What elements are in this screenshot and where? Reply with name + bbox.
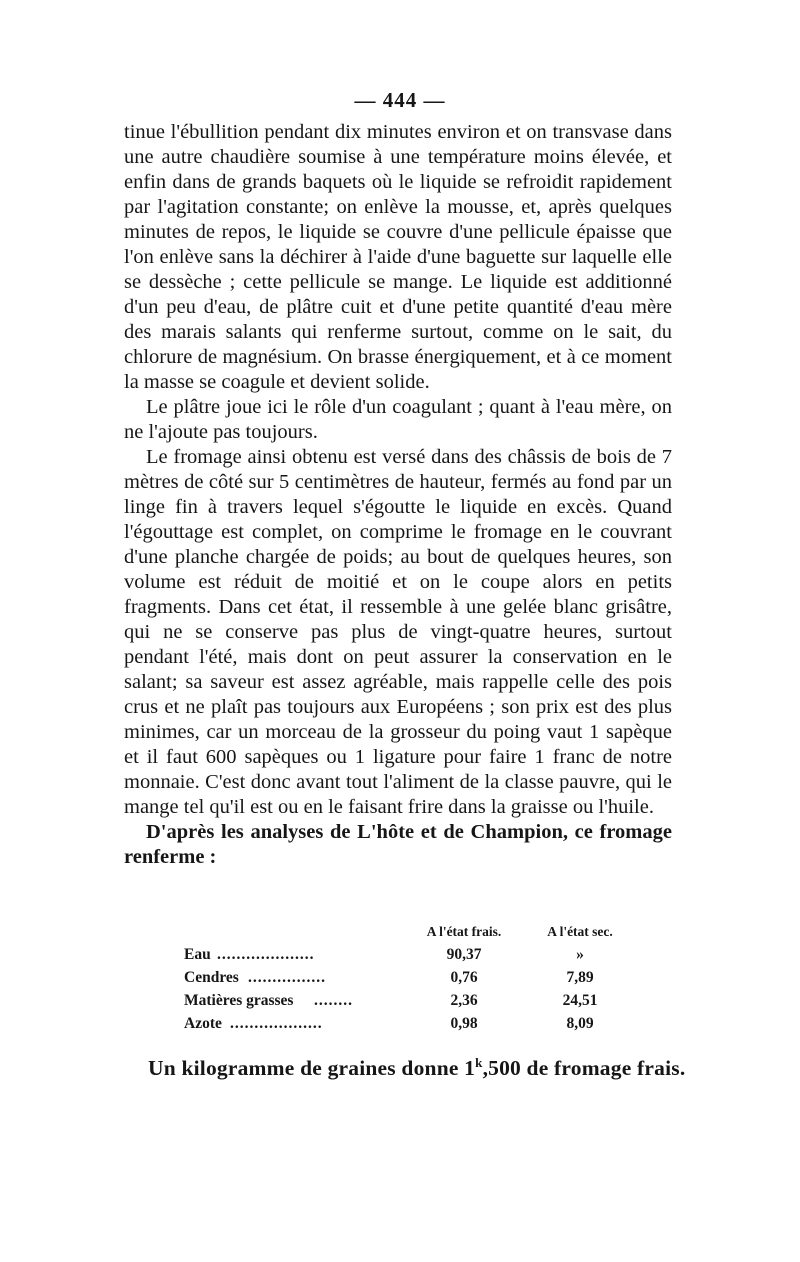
row-label: Azote xyxy=(184,1015,222,1032)
fresh-value: 0,76 xyxy=(450,969,478,986)
paragraph: tinue l'ébullition pendant dix minutes environ et on transvase dans une autre chaudière soumise à une température moins élevée, et enfin dans de grands baquets où le liquide se refroidit rapidement par l'agitation constante; on enlève la mousse, et, après quelques minutes de repos, le liquide se couvre d'une pellicule épaisse que l'on enlève sans la déchirer à l'aide d'une baguette sur laquelle elle se dessèche ; cette pellicule se mange. Le liquide est additionné d'un peu d'eau, de plâtre cuit et d'une petite quantité d'eau mère des marais salants qui renferme surtout, comme on le sait, du chlorure de magnésium. On brasse énergiquement, et à ce moment la masse se coagule et devient solide. xyxy=(124,121,672,393)
table-row xyxy=(184,969,624,992)
leader-dots: .................... xyxy=(217,946,315,963)
column-header-fresh: A l'état frais. xyxy=(426,924,502,939)
dry-value: 7,89 xyxy=(566,969,594,986)
body-text xyxy=(124,120,672,870)
fresh-value: 0,98 xyxy=(450,1015,478,1032)
leader-dots: ................... xyxy=(230,1015,323,1032)
dry-value: » xyxy=(576,946,584,963)
dry-value: 24,51 xyxy=(562,992,598,1009)
closing-superscript: k xyxy=(475,1055,483,1070)
row-label: Matières grasses xyxy=(184,992,294,1009)
dry-value: 8,09 xyxy=(566,1015,594,1032)
table-header xyxy=(184,924,624,946)
analysis-table xyxy=(184,924,624,1038)
column-header-dry: A l'état sec. xyxy=(547,924,613,939)
leader-dots: ................ xyxy=(248,969,326,986)
paragraph: D'après les analyses de L'hôte et de Champion, ce fromage renferme : xyxy=(124,821,672,868)
row-label: Eau xyxy=(184,946,211,963)
paragraph: Le plâtre joue ici le rôle d'un coagulant ; quant à l'eau mère, on ne l'ajoute pas toujours. xyxy=(124,396,672,443)
page-number: — 444 — xyxy=(354,88,446,112)
fresh-value: 2,36 xyxy=(450,992,478,1009)
table-row xyxy=(184,992,624,1015)
row-label: Cendres xyxy=(184,969,239,986)
table-row xyxy=(184,1015,624,1038)
paragraph: Le fromage ainsi obtenu est versé dans des châssis de bois de 7 mètres de côté sur 5 centimètres de hauteur, fermés au fond par un linge fin à travers lequel s'égoutte le liquide en excès. Quand l'égouttage est complet, on comprime le fromage en le couvrant d'une planche chargée de poids; au bout de quelques heures, son volume est réduit de moitié et on le coupe alors en petits fragments. Dans cet état, il ressemble à une gelée blanc grisâtre, qui ne se conserve pas plus de vingt-quatre heures, surtout pendant l'été, mais dont on peut assurer la conservation en le salant; sa saveur est assez agréable, mais rappelle celle des pois crus et ne plaît pas toujours aux Européens ; son prix est des plus minimes, car un morceau de la grosseur du poing vaut 1 sapèque et il faut 600 sapèques ou 1 ligature pour faire 1 franc de notre monnaie. C'est donc avant tout l'aliment de la classe pauvre, qui le mange tel qu'il est ou en le faisant frire dans la graisse ou l'huile. xyxy=(124,446,672,818)
leader-dots: ........ xyxy=(314,992,353,1009)
closing-text-start: Un kilogramme de graines donne 1 xyxy=(148,1056,476,1081)
table-row xyxy=(184,946,624,969)
fresh-value: 90,37 xyxy=(446,946,482,963)
closing-sentence xyxy=(148,1055,686,1081)
closing-text-end: ,500 de fromage frais. xyxy=(482,1056,686,1081)
